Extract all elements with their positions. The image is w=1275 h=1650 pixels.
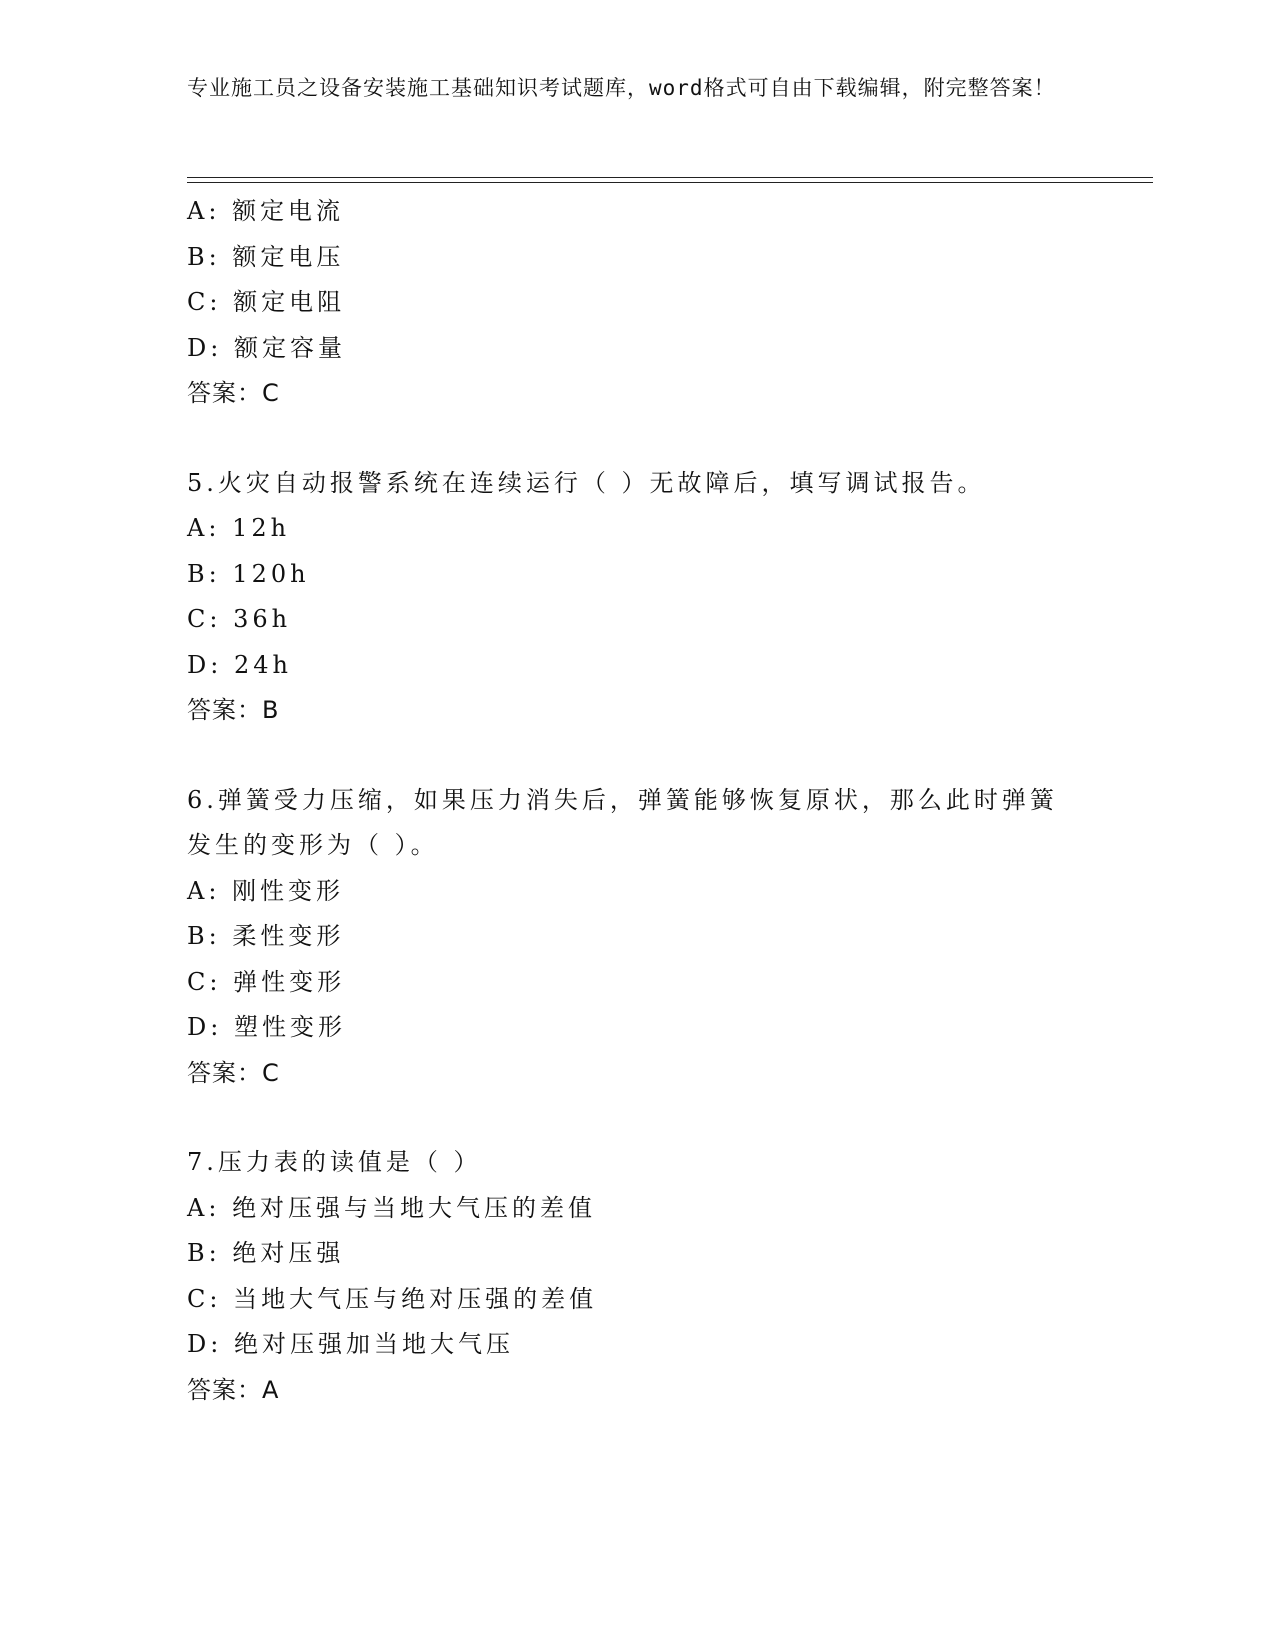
option-b: B: 柔性变形 — [187, 922, 345, 950]
option-a: A: 绝对压强与当地大气压的差值 — [187, 1193, 597, 1222]
option-c: C: 36h — [187, 605, 292, 633]
document-header: 专业施工员之设备安装施工基础知识考试题库，word格式可自由下载编辑，附完整答案！ — [187, 76, 1056, 100]
answer-line: 答案：C — [187, 379, 280, 407]
question-gap — [187, 417, 1087, 461]
header-divider-top — [187, 177, 1153, 178]
option-b: B: 绝对压强 — [187, 1239, 345, 1267]
option-b: B: 120h — [187, 559, 310, 588]
question-block — [187, 1140, 1087, 1413]
option-d: D: 塑性变形 — [187, 1013, 346, 1041]
option-c: C: 弹性变形 — [187, 967, 346, 996]
option-a: A: 额定电流 — [187, 197, 345, 225]
option-c: C: 当地大气压与绝对压强的差值 — [187, 1284, 598, 1313]
question-block — [187, 778, 1087, 1097]
option-c: C: 额定电阻 — [187, 288, 346, 316]
question-stem: 6.弹簧受力压缩，如果压力消失后，弹簧能够恢复原状，那么此时弹簧发生的变形为（ ）。 — [187, 785, 1058, 859]
option-d: D: 额定容量 — [187, 333, 346, 362]
question-gap — [187, 1096, 1087, 1140]
question-list — [187, 189, 1087, 1413]
question-block — [187, 461, 1087, 734]
header-divider-bottom — [187, 182, 1153, 183]
option-d: D: 绝对压强加当地大气压 — [187, 1330, 514, 1358]
option-a: A: 12h — [187, 514, 291, 542]
question-stem: 5.火灾自动报警系统在连续运行（ ）无故障后，填写调试报告。 — [187, 468, 986, 497]
option-d: D: 24h — [187, 650, 292, 679]
question-gap — [187, 734, 1087, 778]
answer-line: 答案：B — [187, 696, 280, 724]
question-stem: 7.压力表的读值是（ ） — [187, 1148, 482, 1176]
answer-line: 答案：C — [187, 1058, 280, 1087]
answer-line: 答案：A — [187, 1375, 280, 1404]
question-block — [187, 189, 1087, 417]
option-b: B: 额定电压 — [187, 242, 345, 271]
option-a: A: 刚性变形 — [187, 876, 345, 905]
